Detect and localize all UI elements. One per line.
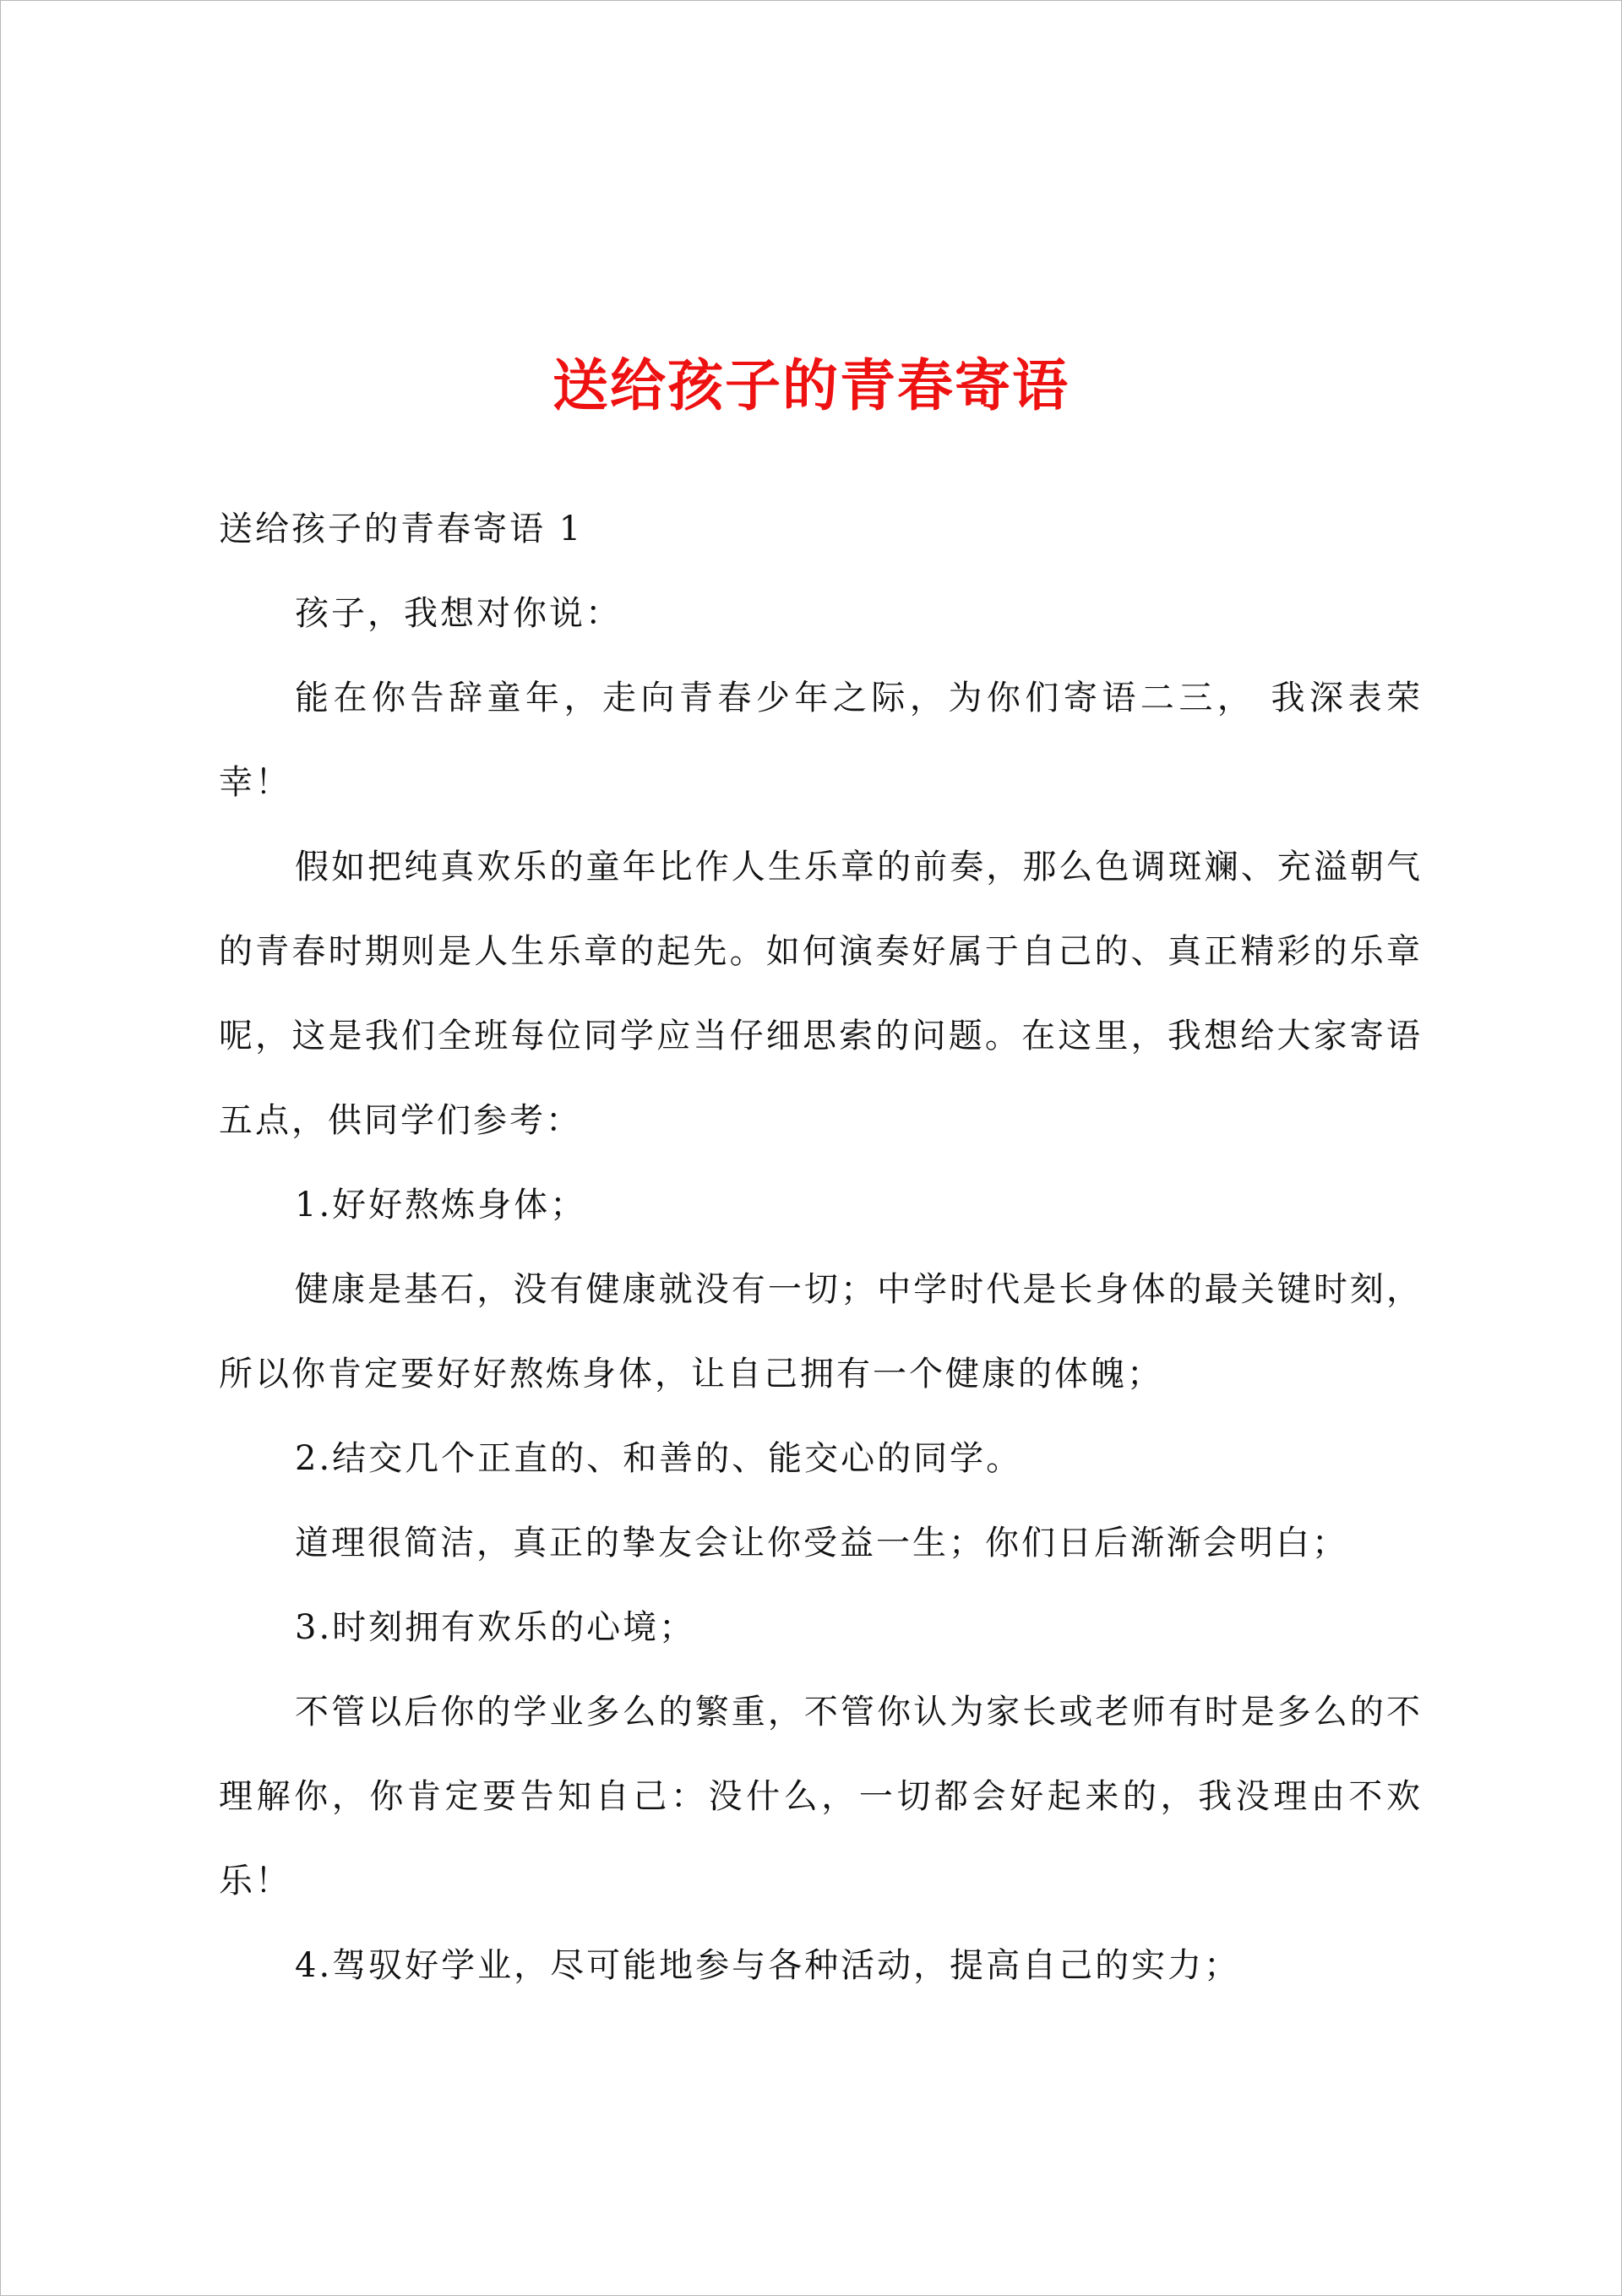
body-paragraph: 3.时刻拥有欢乐的心境； [295,1608,696,1647]
body-paragraph: 1.好好熬炼身体； [295,1186,587,1224]
body-paragraph: 不管以后你的学业多么的繁重，不管你认为家长或老师有时是多么的不理解你，你肯定要告知自己：没什么，一切都会好起来的，我没理由不欢乐！ [219,1693,1423,1901]
body-paragraph: 能在你告辞童年，走向青春少年之际，为你们寄语二三， 我深表荣幸！ [219,679,1423,802]
body-paragraph: 2.结交几个正直的、和善的、能交心的同学。 [295,1439,1023,1478]
body-paragraph: 假如把纯真欢乐的童年比作人生乐章的前奏，那么色调斑斓、充溢朝气的青春时期则是人生乐章的起先。如何演奏好属于自己的、真正精彩的乐章呢，这是我们全班每位同学应当仔细思索的问题。在这里，我想给大家寄语五点，供同学们参考： [219,848,1423,1140]
body-paragraph: 道理很简洁，真正的挚友会让你受益一生；你们日后渐渐会明白； [295,1524,1348,1562]
document-title: 送给孩子的青春寄语 [552,352,1070,418]
body-paragraph: 孩子，我想对你说： [295,594,622,633]
section-heading: 送给孩子的青春寄语 1 [219,510,584,548]
body-paragraph: 健康是基石，没有健康就没有一切；中学时代是长身体的最关键时刻，所以你肯定要好好熬炼身体，让自己拥有一个健康的体魄； [219,1270,1423,1393]
body-paragraph: 4.驾驭好学业，尽可能地参与各种活动，提高自己的实力； [295,1946,1241,1985]
document-body [219,487,1423,2008]
